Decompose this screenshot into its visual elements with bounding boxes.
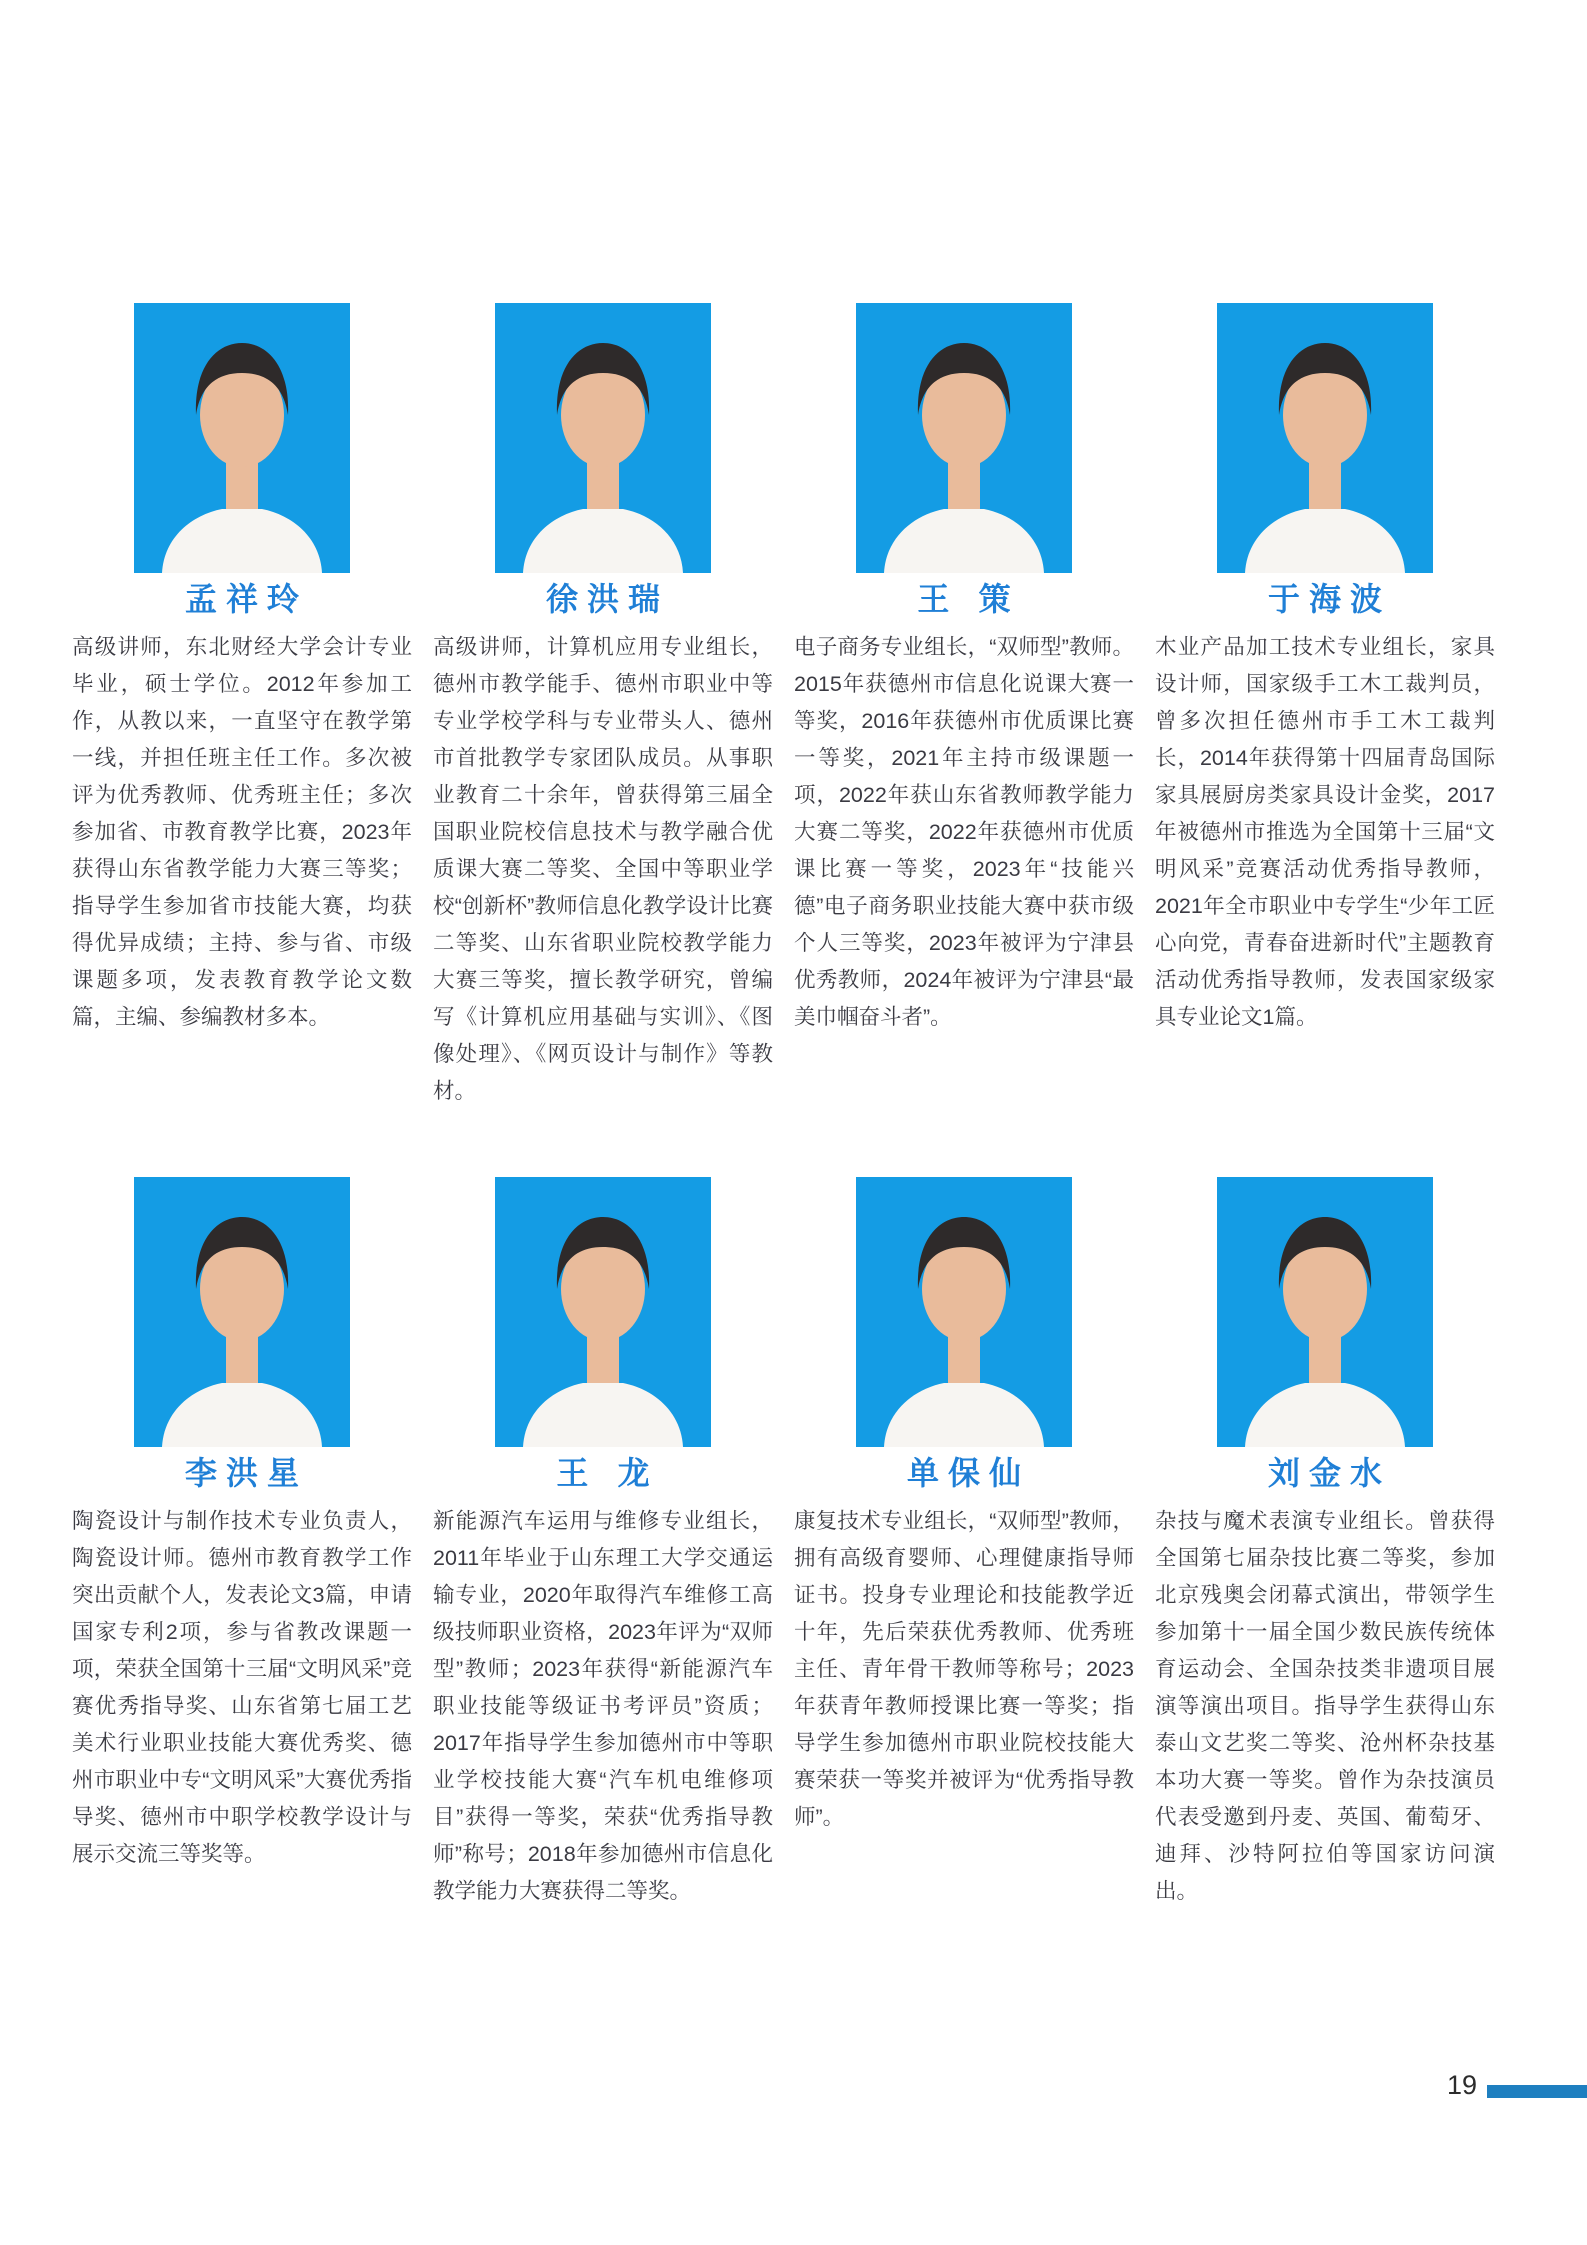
person-silhouette-icon	[495, 303, 711, 573]
teacher-bio: 高级讲师，计算机应用专业组长，德州市教学能手、德州市职业中等专业学校学科与专业带头人、德州市首批教学专家团队成员。从事职业教育二十余年，曾获得第三届全国职业院校信息技术与教学融合优质课大赛二等奖、全国中等职业学校“创新杯”教师信息化教学设计比赛二等奖、山东省职业院校教学能力大赛三等奖，擅长教学研究，曾编写《计算机应用基础与实训》、《图像处理》、《网页设计与制作》等教材。	[433, 635, 773, 1103]
person-silhouette-icon	[495, 1177, 711, 1447]
person-silhouette-icon	[856, 303, 1072, 573]
teacher-photo	[495, 1177, 711, 1447]
teacher-name: 孟祥玲	[184, 580, 308, 618]
teacher-bio: 电子商务专业组长，“双师型”教师。2015年获德州市信息化说课大赛一等奖，2016年获德州市优质课比赛一等奖，2021年主持市级课题一项，2022年获山东省教师教学能力大赛二等奖，2022年获德州市优质课比赛一等奖，2023年“技能兴德”电子商务职业技能大赛中获市级个人三等奖，2023年被评为宁津县优秀教师，2024年被评为宁津县“最美巾帼奋斗者”。	[794, 635, 1134, 1029]
page-number: 19	[1447, 2070, 1478, 2100]
teacher-photo	[856, 303, 1072, 573]
teacher-name: 徐洪瑞	[545, 580, 669, 618]
teacher-profile	[794, 1177, 1134, 1910]
teacher-photo	[1217, 1177, 1433, 1447]
person-silhouette-icon	[134, 303, 350, 573]
profiles-row-2	[72, 1177, 1495, 1910]
teacher-photo	[495, 303, 711, 573]
teacher-name: 刘金水	[1267, 1454, 1391, 1492]
teacher-profile	[72, 1177, 412, 1910]
person-silhouette-icon	[856, 1177, 1072, 1447]
teacher-name: 李洪星	[184, 1454, 308, 1492]
teacher-name: 于海波	[1267, 580, 1391, 618]
teacher-profile	[72, 303, 412, 1110]
teacher-profile	[433, 1177, 773, 1910]
teacher-profile	[1155, 1177, 1495, 1910]
teacher-profile	[794, 303, 1134, 1110]
person-silhouette-icon	[134, 1177, 350, 1447]
teacher-bio: 康复技术专业组长，“双师型”教师，拥有高级育婴师、心理健康指导师证书。投身专业理论和技能教学近十年，先后荣获优秀教师、优秀班主任、青年骨干教师等称号；2023年获青年教师授课比赛一等奖；指导学生参加德州市职业院校技能大赛荣获一等奖并被评为“优秀指导教师”。	[794, 1509, 1134, 1829]
footer-accent-bar	[1487, 2085, 1587, 2098]
teacher-photo	[1217, 303, 1433, 573]
person-silhouette-icon	[1217, 1177, 1433, 1447]
teacher-bio: 陶瓷设计与制作技术专业负责人，陶瓷设计师。德州市教育教学工作突出贡献个人，发表论文3篇，申请国家专利2项，参与省教改课题一项，荣获全国第十三届“文明风采”竞赛优秀指导奖、山东省第七届工艺美术行业职业技能大赛优秀奖、德州市职业中专“文明风采”大赛优秀指导奖、德州市中职学校教学设计与展示交流三等奖等。	[72, 1509, 412, 1866]
person-silhouette-icon	[1217, 303, 1433, 573]
teacher-bio: 新能源汽车运用与维修专业组长，2011年毕业于山东理工大学交通运输专业，2020年取得汽车维修工高级技师职业资格，2023年评为“双师型”教师；2023年获得“新能源汽车职业技能等级证书考评员”资质；2017年指导学生参加德州市中等职业学校技能大赛“汽车机电维修项目”获得一等奖，荣获“优秀指导教师”称号；2018年参加德州市信息化教学能力大赛获得二等奖。	[433, 1509, 773, 1903]
teacher-name: 王 策	[917, 580, 1020, 618]
profiles-row-1	[72, 303, 1495, 1110]
teacher-photo	[134, 303, 350, 573]
teacher-name: 王 龙	[556, 1454, 659, 1492]
teacher-name: 单保仙	[906, 1454, 1030, 1492]
teacher-bio: 高级讲师，东北财经大学会计专业毕业，硕士学位。2012年参加工作，从教以来，一直坚守在教学第一线，并担任班主任工作。多次被评为优秀教师、优秀班主任；多次参加省、市教育教学比赛，2023年获得山东省教学能力大赛三等奖；指导学生参加省市技能大赛，均获得优异成绩；主持、参与省、市级课题多项，发表教育教学论文数篇，主编、参编教材多本。	[72, 635, 412, 1029]
teacher-photo	[134, 1177, 350, 1447]
teacher-bio: 杂技与魔术表演专业组长。曾获得全国第七届杂技比赛二等奖，参加北京残奥会闭幕式演出，带领学生参加第十一届全国少数民族传统体育运动会、全国杂技类非遗项目展演等演出项目。指导学生获得山东泰山文艺奖二等奖、沧州杯杂技基本功大赛一等奖。曾作为杂技演员代表受邀到丹麦、英国、葡萄牙、迪拜、沙特阿拉伯等国家访问演出。	[1155, 1509, 1495, 1903]
teacher-photo	[856, 1177, 1072, 1447]
teacher-profile	[433, 303, 773, 1110]
teacher-bio: 木业产品加工技术专业组长，家具设计师，国家级手工木工裁判员，曾多次担任德州市手工木工裁判长，2014年获得第十四届青岛国际家具展厨房类家具设计金奖，2017年被德州市推选为全国第十三届“文明风采”竞赛活动优秀指导教师，2021年全市职业中专学生“少年工匠心向党，青春奋进新时代”主题教育活动优秀指导教师，发表国家级家具专业论文1篇。	[1155, 635, 1495, 1029]
teacher-profile	[1155, 303, 1495, 1110]
